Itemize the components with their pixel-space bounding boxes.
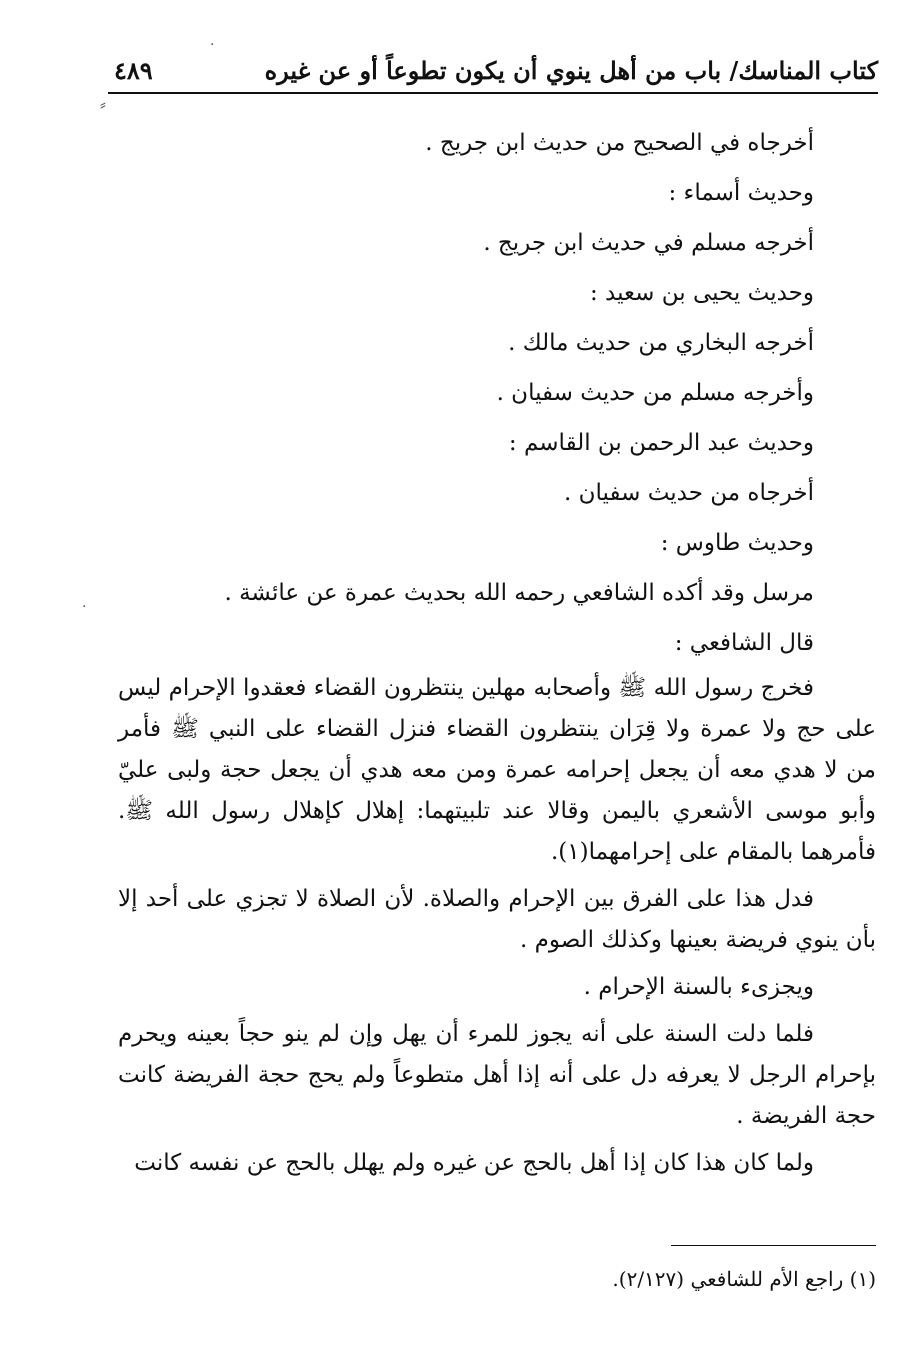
header-rule	[108, 92, 878, 94]
paragraph-text: فخرج رسول الله ﷺ وأصحابه مهلين ينتظرون القضاء فعقدوا الإحرام ليس على حج ولا عمرة ولا قِرَان ينتظرون القضاء فنزل القضاء على النبي ﷺ فأمر من لا هدي معه أن يجعل إحرامه عمرة ومن معه هدي أن يجعل حجة ولبى عليّ وأبو موسى الأشعري باليمن وقالا عند تلبيتهما: إهلال كإهلال رسول الله ﷺ. فأمرهما بالمقام على إحرامهما(١).	[118, 675, 876, 865]
text-line: وحديث يحيى بن سعيد :	[589, 280, 814, 306]
paragraph-text: فدل هذا على الفرق بين الإحرام والصلاة. لأن الصلاة لا تجزي على أحد إلا بأن ينوي فريضة بعينها وكذلك الصوم .	[118, 886, 876, 953]
paragraph-text: ويجزىء بالسنة الإحرام .	[583, 974, 814, 1000]
footnote: (١) راجع الأم للشافعي (٢/١٢٧).	[612, 1267, 876, 1291]
text-line: قال الشافعي :	[674, 630, 814, 656]
body-paragraph	[118, 668, 876, 873]
text-line: أخرجاه في الصحيح من حديث ابن جريج .	[425, 130, 814, 156]
footnote-separator	[671, 1245, 876, 1246]
scan-speck: ·	[82, 599, 87, 615]
body-paragraph	[118, 879, 876, 961]
paragraph-text: فلما دلت السنة على أنه يجوز للمرء أن يهل وإن لم ينو حجاً بعينه ويحرم بإحرام الرجل لا يعرفه دل على أنه إذا أهل متطوعاً ولم يحج حجة الفريضة كانت حجة الفريضة .	[118, 1021, 876, 1129]
page-number: ٤٨٩	[114, 56, 153, 85]
text-line: وحديث أسماء :	[668, 180, 814, 206]
text-line: وحديث طاوس :	[660, 530, 814, 556]
body-paragraph	[118, 967, 876, 1008]
text-line: وأخرجه مسلم من حديث سفيان .	[496, 380, 814, 406]
body-paragraph	[118, 1014, 876, 1137]
running-header	[108, 50, 878, 94]
main-text	[118, 118, 876, 1190]
text-line: أخرجه البخاري من حديث مالك .	[508, 330, 814, 356]
paragraph-text: ولما كان هذا كان إذا أهل بالحج عن غيره ولم يهلل بالحج عن نفسه كانت	[134, 1150, 814, 1176]
text-line: مرسل وقد أكده الشافعي رحمه الله بحديث عمرة عن عائشة .	[224, 580, 814, 606]
text-line: أخرجه مسلم في حديث ابن جريج .	[483, 230, 814, 256]
text-line: وحديث عبد الرحمن بن القاسم :	[508, 430, 814, 456]
body-paragraph	[118, 1143, 876, 1184]
text-line: أخرجاه من حديث سفيان .	[564, 480, 814, 506]
scan-speck: ⸗	[100, 94, 106, 115]
scan-speck: ·	[210, 37, 215, 53]
header-title: كتاب المناسك/ باب من أهل ينوي أن يكون تطوعاً أو عن غيره	[264, 56, 878, 85]
